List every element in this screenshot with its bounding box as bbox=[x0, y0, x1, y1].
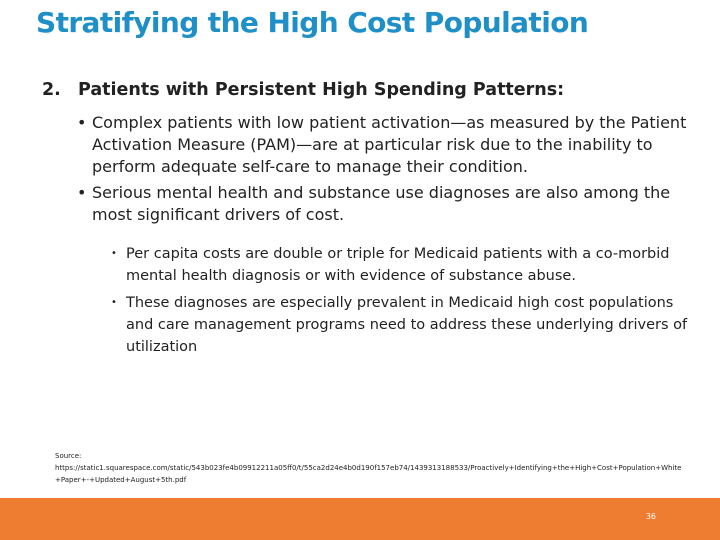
bullet-item bbox=[74, 112, 700, 178]
bullet-text: Complex patients with low patient activation—as measured by the Patient Activation Measure (PAM)—are at particular risk due to the inability to perform adequate self-care to manage their condition. bbox=[92, 113, 687, 176]
sub-bullet-item bbox=[108, 243, 704, 287]
bullet-text: Serious mental health and substance use diagnoses are also among the most significant drivers of cost. bbox=[92, 183, 671, 224]
bullet-dot-icon: • bbox=[111, 297, 117, 308]
sub-bullet-list bbox=[108, 243, 704, 363]
footer-bar bbox=[0, 498, 720, 540]
sub-bullet-item bbox=[108, 292, 704, 358]
bullet-list bbox=[74, 112, 700, 230]
page-number: 36 bbox=[645, 512, 656, 521]
source-link[interactable]: https://static1.squarespace.com/static/543b023fe4b09912211a05ff0/t/55ca2d24e4b0d190f157eb74/1439313188533/Proactively+Identifying+the+High+Cost+Population+White+Paper+-+Updated+August+5th.pdf bbox=[55, 464, 682, 484]
heading-text: Patients with Persistent High Spending Patterns: bbox=[78, 80, 565, 100]
bullet-item bbox=[74, 182, 700, 226]
sub-bullet-text: These diagnoses are especially prevalent in Medicaid high cost populations and care management programs need to address these underlying drivers of utilization bbox=[126, 295, 688, 355]
source-note bbox=[55, 450, 685, 486]
bullet-dot-icon: • bbox=[111, 248, 117, 259]
sub-bullet-text: Per capita costs are double or triple for Medicaid patients with a co-morbid mental health diagnosis or with evidence of substance abuse. bbox=[126, 246, 670, 284]
bullet-dot-icon: • bbox=[77, 113, 87, 132]
source-label: Source: bbox=[55, 452, 82, 460]
bullet-dot-icon: • bbox=[77, 183, 87, 202]
section-heading bbox=[42, 80, 564, 100]
heading-number: 2. bbox=[42, 80, 61, 100]
slide-title: Stratifying the High Cost Population bbox=[36, 6, 589, 39]
